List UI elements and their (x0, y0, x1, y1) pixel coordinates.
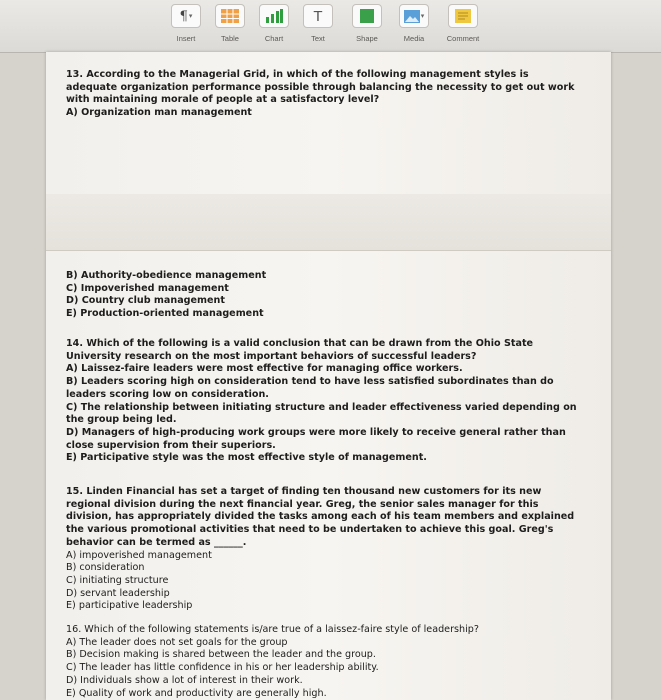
q14-stem-line-2: University research on the most important behaviors of successful leaders? (66, 350, 477, 362)
shape-icon (352, 4, 382, 28)
q13-option-d: D) Country club management (66, 295, 225, 307)
q13-stem-line-1: 13. According to the Managerial Grid, in which of the following management styles is (66, 69, 529, 80)
insert-button[interactable] (168, 4, 204, 48)
shape-button[interactable] (349, 4, 385, 48)
q14-option-c-line-1: C) The relationship between initiating structure and leader effectiveness varied depending on (66, 401, 577, 413)
q15-option-c: C) initiating structure (66, 574, 169, 586)
q15-stem-line-4: the various promotional activities that need to be undertaken to achieve this goal. Greg's (66, 524, 554, 536)
comment-icon (448, 4, 478, 28)
q15-stem-line-1: 15. Linden Financial has set a target of finding ten thousand new customers for its new (66, 486, 542, 497)
text-label: Text (311, 34, 325, 43)
q14-option-b-line-1: B) Leaders scoring high on consideration tend to have less satisfied subordinates than do (66, 376, 554, 388)
q13-stem-line-3: with maintaining morale of people at a satisfactory level? (66, 94, 380, 106)
q14-option-a: A) Laissez-faire leaders were most effective for managing office workers. (66, 363, 463, 375)
q16-option-d: D) Individuals show a lot of interest in their work. (66, 674, 303, 686)
chart-icon (259, 4, 289, 28)
q14-stem-line-1: 14. Which of the following is a valid conclusion that can be drawn from the Ohio State (66, 338, 534, 349)
q15-option-b: B) consideration (66, 562, 145, 574)
comment-label: Comment (446, 34, 480, 43)
shape-label: Shape (356, 34, 378, 43)
text-button[interactable] (300, 4, 336, 48)
q15-option-a: A) impoverished management (66, 549, 212, 561)
media-button[interactable] (396, 4, 432, 48)
q13-option-b: B) Authority-obedience management (66, 270, 267, 281)
q13-option-a: A) Organization man management (66, 107, 252, 119)
q16-stem: 16. Which of the following statements is/are true of a laissez-faire style of leadership? (66, 624, 479, 635)
toolbar (0, 0, 661, 53)
q16-option-e: E) Quality of work and productivity are generally high. (66, 687, 327, 699)
q13-stem-line-2: adequate organization performance possible through balancing the necessity to get out work (66, 81, 575, 93)
table-label: Table (221, 34, 239, 43)
chart-label: Chart (264, 34, 284, 43)
paragraph-icon: ¶ ▾ (171, 4, 201, 28)
blank-band (46, 194, 611, 250)
q15-stem-line-5: behavior can be termed as ______. (66, 536, 247, 548)
media-label: Media (403, 34, 425, 43)
q15-option-d: D) servant leadership (66, 587, 170, 599)
table-icon (215, 4, 245, 28)
q15-stem-line-2: regional division during the next financial year. Greg, the senior sales manager for this (66, 498, 539, 510)
q14-option-d-line-1: D) Managers of high-producing work groups were more likely to receive general rather than (66, 426, 566, 438)
q16-option-b: B) Decision making is shared between the leader and the group. (66, 649, 376, 661)
section-divider (46, 250, 611, 251)
document-page (46, 52, 611, 700)
q14-option-e: E) Participative style was the most effective style of management. (66, 452, 427, 464)
q15-stem-line-3: division, has appropriately divided the tasks among each of his team members and explained (66, 511, 575, 523)
insert-label: Insert (176, 34, 196, 43)
q14-option-d-line-2: close supervision from their superiors. (66, 439, 276, 451)
q13-option-c: C) Impoverished management (66, 282, 229, 294)
q14-option-b-line-2: leaders scoring low on consideration. (66, 388, 269, 400)
text-icon: T (303, 4, 333, 28)
chart-button[interactable] (256, 4, 292, 48)
q16-option-c: C) The leader has little confidence in his or her leadership ability. (66, 662, 379, 674)
media-icon: ▾ (399, 4, 429, 28)
table-button[interactable] (212, 4, 248, 48)
comment-button[interactable] (445, 4, 481, 48)
q14-option-c-line-2: the group being led. (66, 414, 177, 426)
q16-option-a: A) The leader does not set goals for the group (66, 636, 288, 648)
q13-option-e: E) Production-oriented management (66, 308, 264, 320)
q15-option-e: E) participative leadership (66, 600, 193, 612)
